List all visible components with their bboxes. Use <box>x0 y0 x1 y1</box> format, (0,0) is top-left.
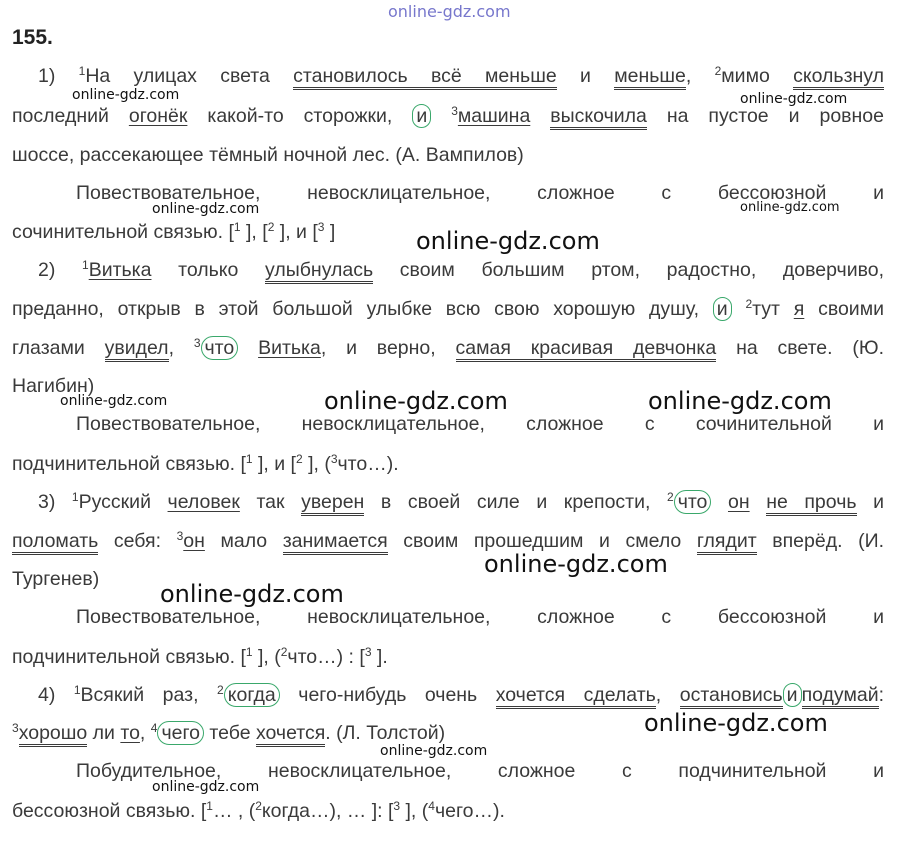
text-line: Тургенев) <box>12 568 100 590</box>
text-line: Повествовательное, невосклицательное, сложное с бессоюзной и <box>76 182 884 204</box>
watermark: online-gdz.com <box>740 91 848 107</box>
watermark-top: online-gdz.com <box>388 2 511 21</box>
watermark: online-gdz.com <box>644 709 828 737</box>
watermark: online-gdz.com <box>160 580 344 608</box>
text-line: Повествовательное, невосклицательное, сложное с сочинительной и <box>76 413 884 435</box>
text-line: $^3$хорошо ли то, $^4$ чего тебе хочется. (Л. Толстой) <box>12 721 884 745</box>
text-line: подчинительной связью. [$^1$ ], и [$^2$ ], ($^3$что…). <box>12 452 399 475</box>
text-line: преданно, открыв в этой большой улыбке всю свою хорошую душу, и $^2$тут я своими <box>12 297 884 320</box>
text-line: Побудительное, невосклицательное, сложное с подчинительной и <box>76 760 884 782</box>
text-line: 4) $^1$Всякий раз, $^2$ когда чего-нибудь очень хочется сделать, остановись и подумай: <box>38 683 884 707</box>
watermark: online-gdz.com <box>324 387 508 415</box>
watermark: online-gdz.com <box>72 87 180 103</box>
text-line: Повествовательное, невосклицательное, сложное с бессоюзной и <box>76 606 884 628</box>
watermark: online-gdz.com <box>648 387 832 415</box>
exercise-number: 155. <box>12 26 53 49</box>
watermark: online-gdz.com <box>60 393 168 409</box>
text-line: бессоюзной связью. [$^1$… , ($^2$когда…), … ]: [$^3$ ], ($^4$чего…). <box>12 799 505 822</box>
text-line: глазами увидел, $^3$ что Витька, и верно, самая красивая девчонка на свете. (Ю. <box>12 336 884 360</box>
text-line: Нагибин) <box>12 375 95 397</box>
text-line: 2) $^1$Витька только улыбнулась своим большим ртом, радостно, доверчиво, <box>38 258 884 282</box>
text-line: сочинительной связью. [$^1$ ], [$^2$ ], и [$^3$ ] <box>12 220 336 243</box>
watermark: online-gdz.com <box>152 779 260 795</box>
watermark: online-gdz.com <box>152 201 260 217</box>
text-line: шоссе, рассекающее тёмный ночной лес. (А. Вампилов) <box>12 144 524 166</box>
text-line: 3) $^1$Русский человек так уверен в своей силе и крепости, $^2$ что он не прочь и <box>38 490 884 514</box>
text-line: 1) $^1$На улицах света становилось всё меньше и меньше, $^2$мимо скользнул <box>38 64 884 88</box>
watermark: online-gdz.com <box>380 743 488 759</box>
text-line: поломать себя: $^3$он мало занимается своим прошедшим и смело глядит вперёд. (И. <box>12 529 884 553</box>
text-line: подчинительной связью. [$^1$ ], ($^2$что…) : [$^3$ ]. <box>12 645 388 668</box>
watermark: online-gdz.com <box>740 200 840 215</box>
watermark: online-gdz.com <box>484 550 668 578</box>
watermark: online-gdz.com <box>416 227 600 255</box>
text-line: последний огонёк какой-то сторожки, и $^3$машина выскочила на пустое и ровное <box>12 104 884 128</box>
